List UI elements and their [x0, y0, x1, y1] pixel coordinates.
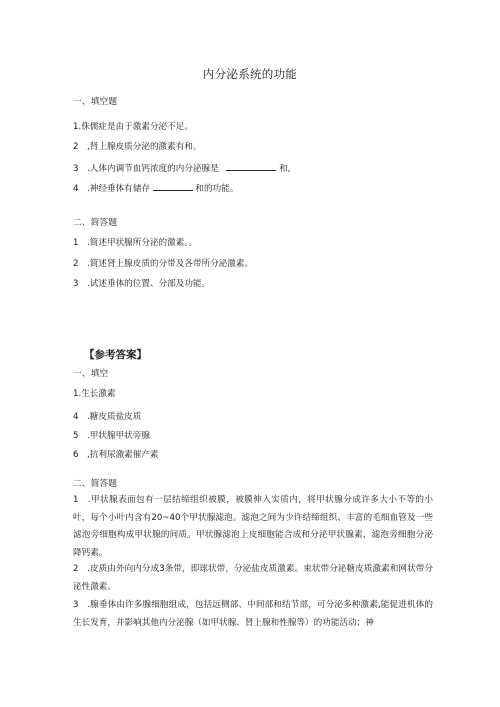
fill-question-4-text: 4 .神经垂体有储存	[73, 184, 150, 194]
answer-fill-5: 5 .甲状腺甲状旁腺	[73, 431, 150, 441]
answers-title: 【参考答案】	[84, 349, 147, 361]
answer-paragraph-1: 1 .甲状腺表面包有一层结缔组织被膜，被膜伸入实质内，将甲状腺分成许多大小不等的小叶，每个小叶内含有20~40个甲状腺滤泡。滤泡之间为少许结缔组织、丰富的毛细血管及一些滤泡旁细胞构成甲状腺的间质。甲状腺滤泡上皮细胞能合成和分泌甲状腺素，滤泡旁细胞分泌降钙素。	[73, 495, 433, 558]
answer-paragraph-3: 3 .腺垂体由许多腺细胞组成，包括远侧部、中间部和结节部，可分泌多种激素,能促进机体的生长发育，并影响其他内分泌腺（如甲状腺、肾上腺和性腺等）的功能活动；神	[73, 600, 433, 628]
answer-fill-4: 4 .糖皮质盐皮质	[73, 412, 142, 422]
answer-fill-6: 6 ,抗利尿激素催产素	[73, 450, 159, 460]
short-question-3: 3 .试述垂体的位置、分部及功能。	[73, 279, 211, 289]
fill-question-3	[73, 161, 291, 175]
answer-blank[interactable]	[153, 181, 193, 191]
fill-question-3-text: 3 .人体内调节血钙浓度的内分泌腺是	[73, 164, 219, 174]
short-question-2: 2 .简述肾上腺皮质的分带及各带所分泌激素。	[73, 259, 254, 269]
answer-blank[interactable]	[226, 161, 276, 171]
answers-fill-heading: 一、填空	[73, 369, 109, 379]
page-title: 内分泌系统的功能	[202, 67, 298, 81]
fill-question-1: 1.侏儒症是由于激素分泌不足。	[73, 122, 193, 132]
fill-question-4-suffix: 和的功能。	[195, 184, 239, 194]
answer-fill-1: 1.生长激素	[73, 389, 116, 399]
answers-short-heading: 二、简答题	[73, 479, 117, 489]
fill-question-4	[73, 181, 238, 195]
fill-question-2: 2 ,肾上腺皮质分泌的激素有和。	[73, 142, 202, 152]
section2-heading: 二、简答题	[73, 218, 117, 228]
section1-heading: 一、填空题	[73, 97, 117, 107]
short-question-1: 1 .简述甲状腺所分泌的激素。。	[73, 238, 198, 248]
answer-paragraph-2: 2 .皮质由外向内分成3条带，即球状带，分泌盐皮质激素。束状带分泌糖皮质激素和网状带分泌性激素。	[73, 564, 433, 592]
fill-question-3-suffix: 和,	[279, 164, 291, 174]
